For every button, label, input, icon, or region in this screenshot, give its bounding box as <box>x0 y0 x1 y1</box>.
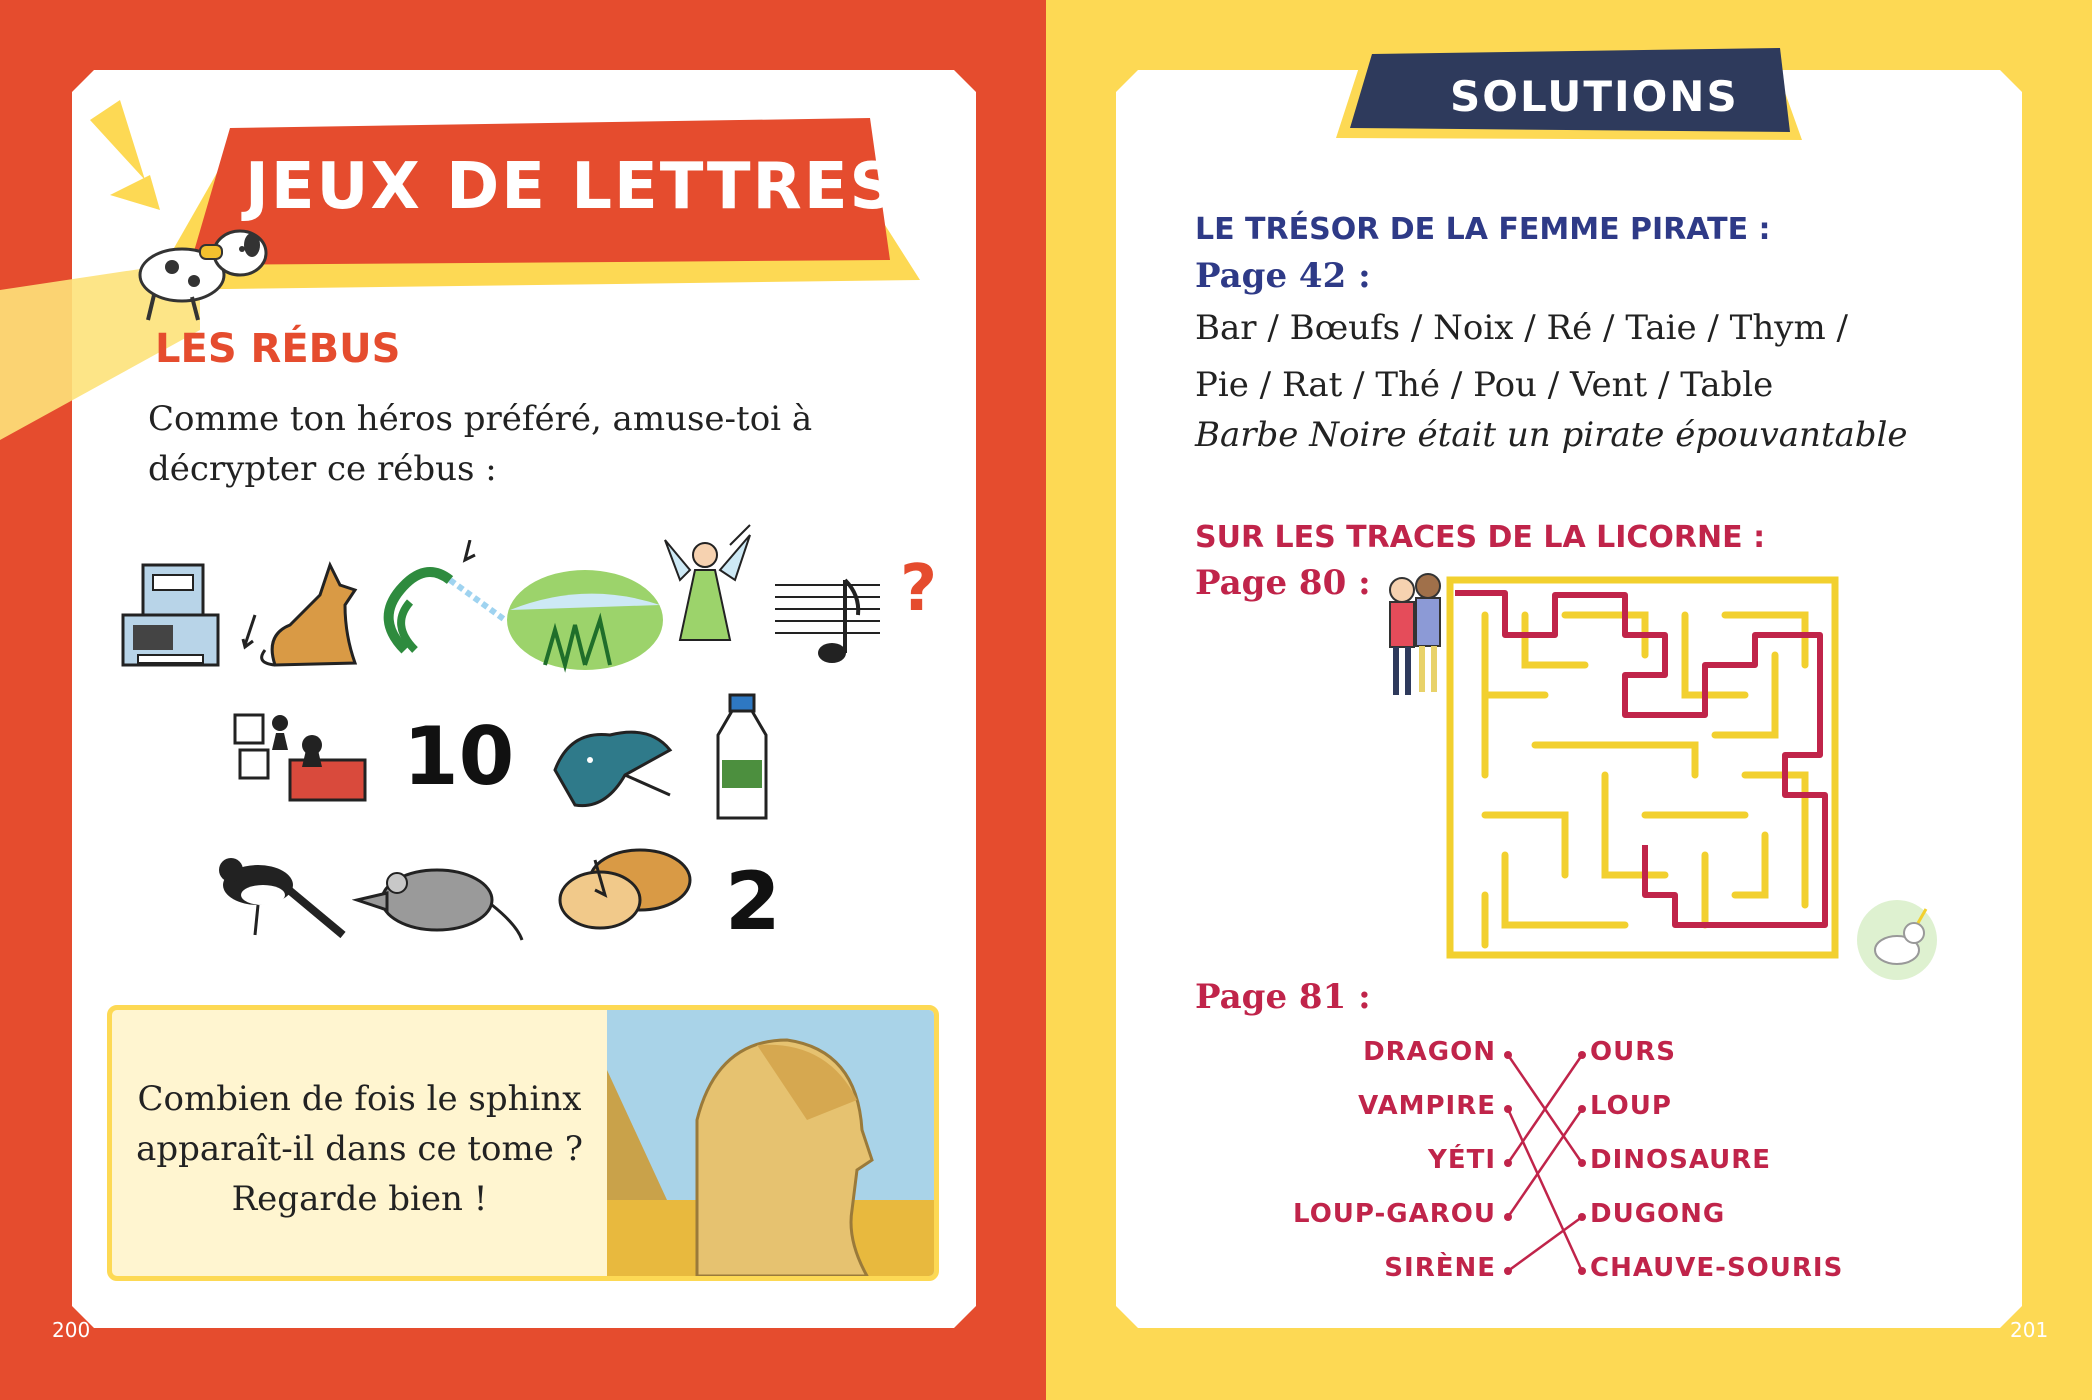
bread-icon <box>545 840 695 935</box>
match-left-yeti: YÉTI <box>1428 1145 1496 1175</box>
solution-line-2: Pie / Rat / Thé / Pou / Vent / Table <box>1195 365 1774 405</box>
board-game-icon <box>230 705 370 810</box>
magpie-icon <box>213 840 348 945</box>
match-right-chauve-souris: CHAUVE-SOURIS <box>1590 1253 1844 1283</box>
section-title-rebus: LES RÉBUS <box>155 326 401 372</box>
intro-line-2: décrypter ce rébus : <box>148 449 497 489</box>
page-number-right: 201 <box>2010 1318 2049 1342</box>
rat-icon <box>352 855 527 945</box>
cash-register-icon <box>118 555 228 675</box>
solution-answer: Barbe Noire était un pirate épouvantable <box>1195 415 1908 455</box>
rebus-number-10: 10 <box>403 710 515 803</box>
question-mark: ? <box>900 552 938 626</box>
sphinx-line-2: apparaît-il dans ce tome ? <box>136 1129 583 1169</box>
dog-sitting-icon <box>235 555 375 670</box>
match-left-vampire: VAMPIRE <box>1358 1091 1496 1121</box>
music-note-staff-icon <box>770 575 885 670</box>
solution-line-1: Bar / Bœufs / Noix / Ré / Taie / Thym / <box>1195 308 1848 348</box>
match-right-dinosaure: DINOSAURE <box>1590 1145 1772 1175</box>
dog-illustration <box>112 215 272 325</box>
intro-line-1: Comme ton héros préféré, amuse-toi à <box>148 399 813 439</box>
fairy-icon <box>655 520 760 650</box>
sphinx-line-3: Regarde bien ! <box>231 1179 488 1219</box>
page-81-label: Page 81 : <box>1195 977 1371 1017</box>
sphinx-illustration <box>607 1010 939 1276</box>
maze-solution <box>1445 575 1840 960</box>
page-title-right: SOLUTIONS <box>1450 72 1739 121</box>
milk-bottle-icon <box>710 690 775 825</box>
match-left-loup-garou: LOUP-GAROU <box>1293 1199 1496 1229</box>
rebus-number-2: 2 <box>725 855 781 948</box>
page-title-left: JEUX DE LETTRES <box>245 150 898 224</box>
match-right-dugong: DUGONG <box>1590 1199 1726 1229</box>
garden-hose-icon <box>375 540 510 670</box>
sphinx-question-box <box>107 1005 939 1281</box>
children-illustration <box>1380 570 1450 700</box>
match-right-ours: OURS <box>1590 1037 1676 1067</box>
matching-lines <box>1500 1035 1590 1275</box>
unicorn-illustration <box>1852 895 1942 985</box>
meadow-icon <box>505 560 665 675</box>
sphinx-line-1: Combien de fois le sphinx <box>137 1079 582 1119</box>
match-left-dragon: DRAGON <box>1363 1037 1496 1067</box>
page-number-left: 200 <box>52 1318 91 1342</box>
page-80-label: Page 80 : <box>1195 563 1371 603</box>
match-left-sirene: SIRÈNE <box>1384 1253 1496 1283</box>
manta-ray-icon <box>550 720 675 815</box>
page-42-label: Page 42 : <box>1195 256 1371 296</box>
section-title-tresor: LE TRÉSOR DE LA FEMME PIRATE : <box>1195 212 1771 247</box>
match-right-loup: LOUP <box>1590 1091 1672 1121</box>
section-title-licorne: SUR LES TRACES DE LA LICORNE : <box>1195 520 1766 555</box>
